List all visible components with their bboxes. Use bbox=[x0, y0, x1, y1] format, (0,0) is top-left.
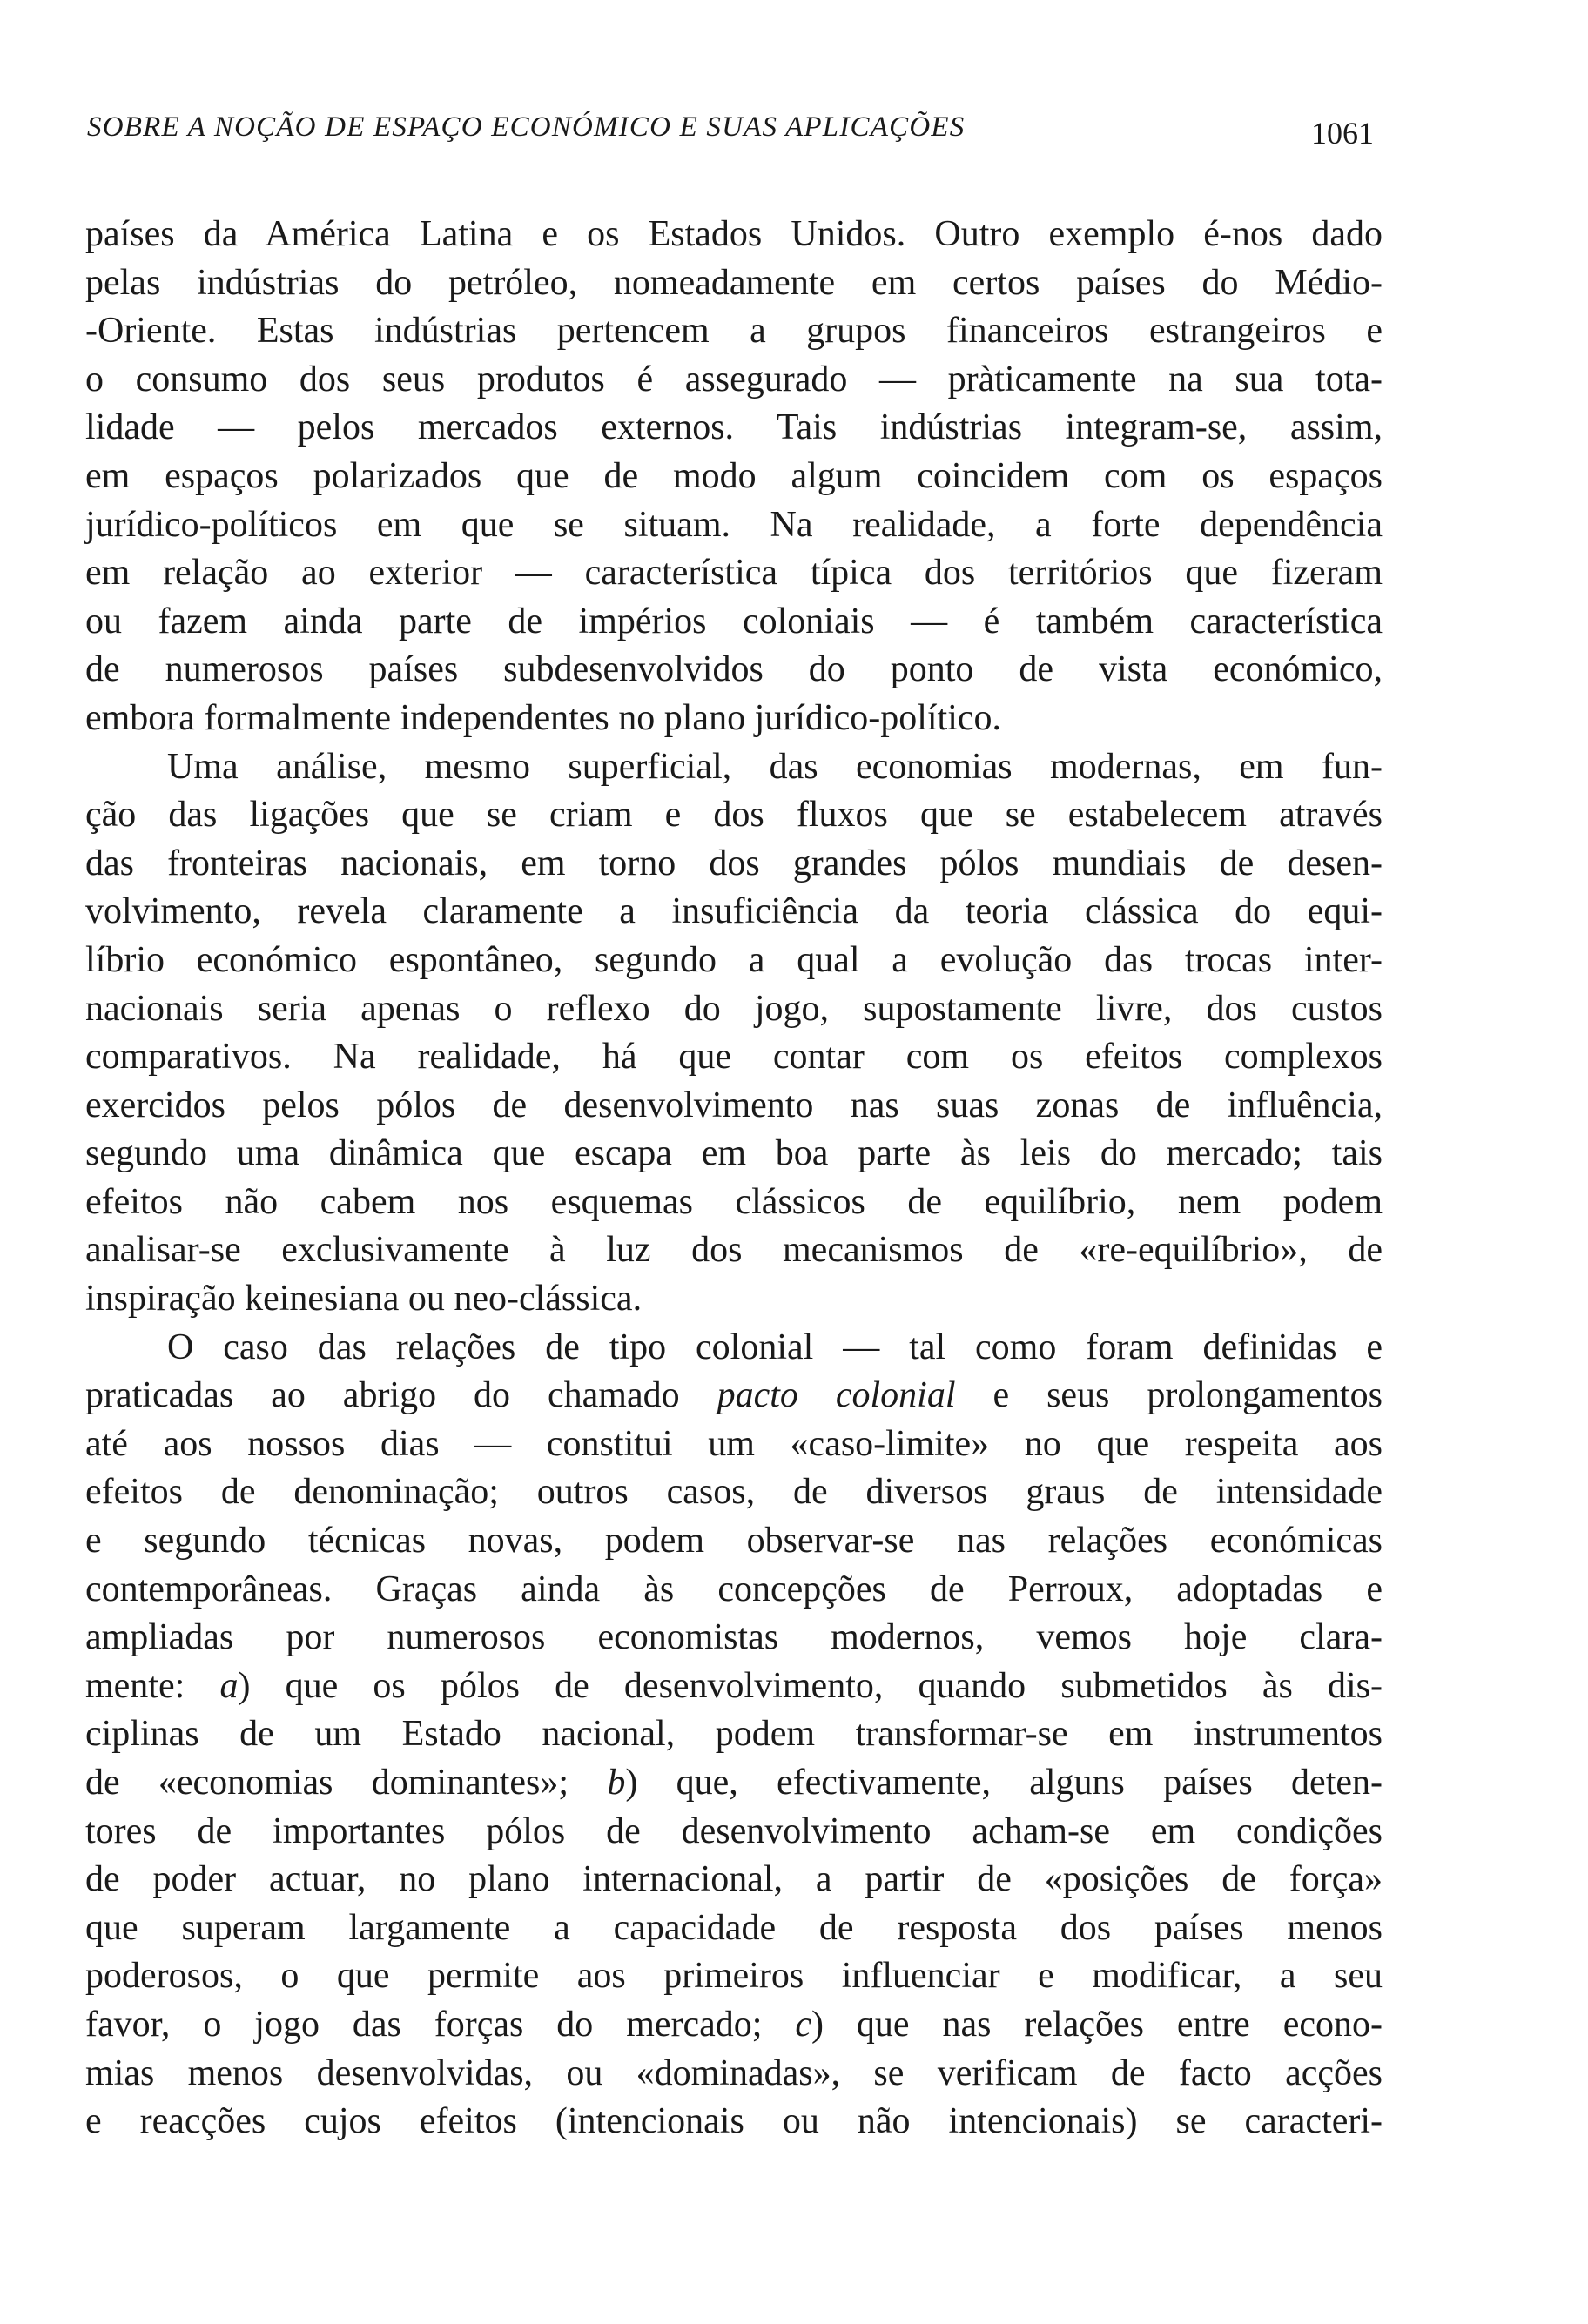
text-line: lidade — pelos mercados externos. Tais indústrias integram-se, assim, bbox=[85, 407, 1383, 448]
text-line: ção das ligações que se criam e dos fluxos que se estabelecem através bbox=[85, 795, 1383, 836]
text-line: e segundo técnicas novas, podem observar-se nas relações económicas bbox=[85, 1521, 1383, 1562]
text-line: exercidos pelos pólos de desenvolvimento nas suas zonas de influência, bbox=[85, 1085, 1383, 1125]
text-line: ampliadas por numerosos economistas modernos, vemos hoje clara- bbox=[85, 1617, 1383, 1658]
text-line: efeitos não cabem nos esquemas clássicos de equilíbrio, nem podem bbox=[85, 1181, 1383, 1222]
italic-segment: b bbox=[607, 1763, 626, 1803]
text-segment: praticadas ao abrigo do chamado bbox=[85, 1375, 717, 1416]
text-line: de poder actuar, no plano internacional, a partir de «posições de força» bbox=[85, 1859, 1383, 1900]
text-segment: favor, o jogo das forças do mercado; bbox=[85, 2004, 796, 2045]
text-line: inspiração keinesiana ou neo-clássica. bbox=[85, 1279, 643, 1320]
body-text bbox=[85, 211, 1383, 2146]
text-line: analisar-se exclusivamente à luz dos mecanismos de «re-equilíbrio», de bbox=[85, 1230, 1383, 1271]
text-line: até aos nossos dias — constitui um «caso-limite» no que respeita aos bbox=[85, 1423, 1383, 1464]
text-line: pelas indústrias do petróleo, nomeadamente em certos países do Médio- bbox=[85, 262, 1383, 303]
text-line: -Oriente. Estas indústrias pertencem a grupos financeiros estrangeiros e bbox=[85, 311, 1383, 352]
text-line: mias menos desenvolvidas, ou «dominadas», se verificam de facto acções bbox=[85, 2052, 1383, 2093]
text-line: volvimento, revela claramente a insuficiência da teoria clássica do equi- bbox=[85, 891, 1383, 932]
text-segment: ) que nas relações entre econo- bbox=[811, 2004, 1383, 2045]
text-line bbox=[85, 1759, 1383, 1808]
text-line: e reacções cujos efeitos (intencionais ou não intencionais) se caracteri- bbox=[85, 2101, 1383, 2142]
text-line: das fronteiras nacionais, em torno dos grandes pólos mundiais de desen- bbox=[85, 843, 1383, 883]
text-line: ou fazem ainda parte de impérios coloniais — é também característica bbox=[85, 601, 1383, 641]
text-line bbox=[85, 2001, 1383, 2050]
italic-segment: a bbox=[219, 1665, 239, 1706]
text-line: de numerosos países subdesenvolvidos do ponto de vista económico, bbox=[85, 649, 1383, 690]
text-line: embora formalmente independentes no plano jurídico-político. bbox=[85, 697, 1002, 738]
page-number: 1061 bbox=[1311, 116, 1374, 151]
text-line bbox=[85, 1372, 1383, 1421]
text-segment: mente: bbox=[85, 1665, 220, 1706]
text-line: em espaços polarizados que de modo algum coincidem com os espaços bbox=[85, 455, 1383, 496]
text-line: tores de importantes pólos de desenvolvimento acham-se em condições bbox=[85, 1810, 1383, 1851]
text-line: jurídico-políticos em que se situam. Na realidade, a forte dependência bbox=[85, 504, 1383, 545]
text-line: Uma análise, mesmo superficial, das economias modernas, em fun- bbox=[167, 746, 1383, 787]
running-title: SOBRE A NOÇÃO DE ESPAÇO ECONÓMICO E SUAS APLICAÇÕES bbox=[87, 111, 966, 143]
text-line bbox=[85, 1662, 1383, 1711]
text-line: comparativos. Na realidade, há que contar com os efeitos complexos bbox=[85, 1037, 1383, 1078]
text-line: efeitos de denominação; outros casos, de diversos graus de intensidade bbox=[85, 1472, 1383, 1513]
text-line: ciplinas de um Estado nacional, podem transformar-se em instrumentos bbox=[85, 1714, 1383, 1755]
text-line: o consumo dos seus produtos é assegurado — pràticamente na sua tota- bbox=[85, 359, 1383, 400]
italic-segment: c bbox=[795, 2004, 812, 2045]
text-line: em relação ao exterior — característica típica dos territórios que fizeram bbox=[85, 553, 1383, 594]
text-segment: de «economias dominantes»; bbox=[85, 1763, 608, 1803]
text-line: países da América Latina e os Estados Unidos. Outro exemplo é-nos dado bbox=[85, 214, 1383, 254]
text-segment: e seus prolongamentos bbox=[955, 1375, 1383, 1416]
text-line: poderosos, o que permite aos primeiros influenciar e modificar, a seu bbox=[85, 1956, 1383, 1997]
text-line: nacionais seria apenas o reflexo do jogo, supostamente livre, dos custos bbox=[85, 988, 1383, 1029]
text-segment: ) que os pólos de desenvolvimento, quando submetidos às dis- bbox=[238, 1665, 1383, 1706]
text-line: líbrio económico espontâneo, segundo a qual a evolução das trocas inter- bbox=[85, 939, 1383, 980]
text-line: O caso das relações de tipo colonial — tal como foram definidas e bbox=[167, 1327, 1383, 1367]
text-segment: ) que, efectivamente, alguns países deten- bbox=[625, 1763, 1383, 1803]
italic-segment: pacto colonial bbox=[717, 1375, 956, 1416]
text-line: segundo uma dinâmica que escapa em boa parte às leis do mercado; tais bbox=[85, 1133, 1383, 1174]
text-line: contemporâneas. Graças ainda às concepções de Perroux, adoptadas e bbox=[85, 1568, 1383, 1609]
text-line: que superam largamente a capacidade de resposta dos países menos bbox=[85, 1907, 1383, 1948]
